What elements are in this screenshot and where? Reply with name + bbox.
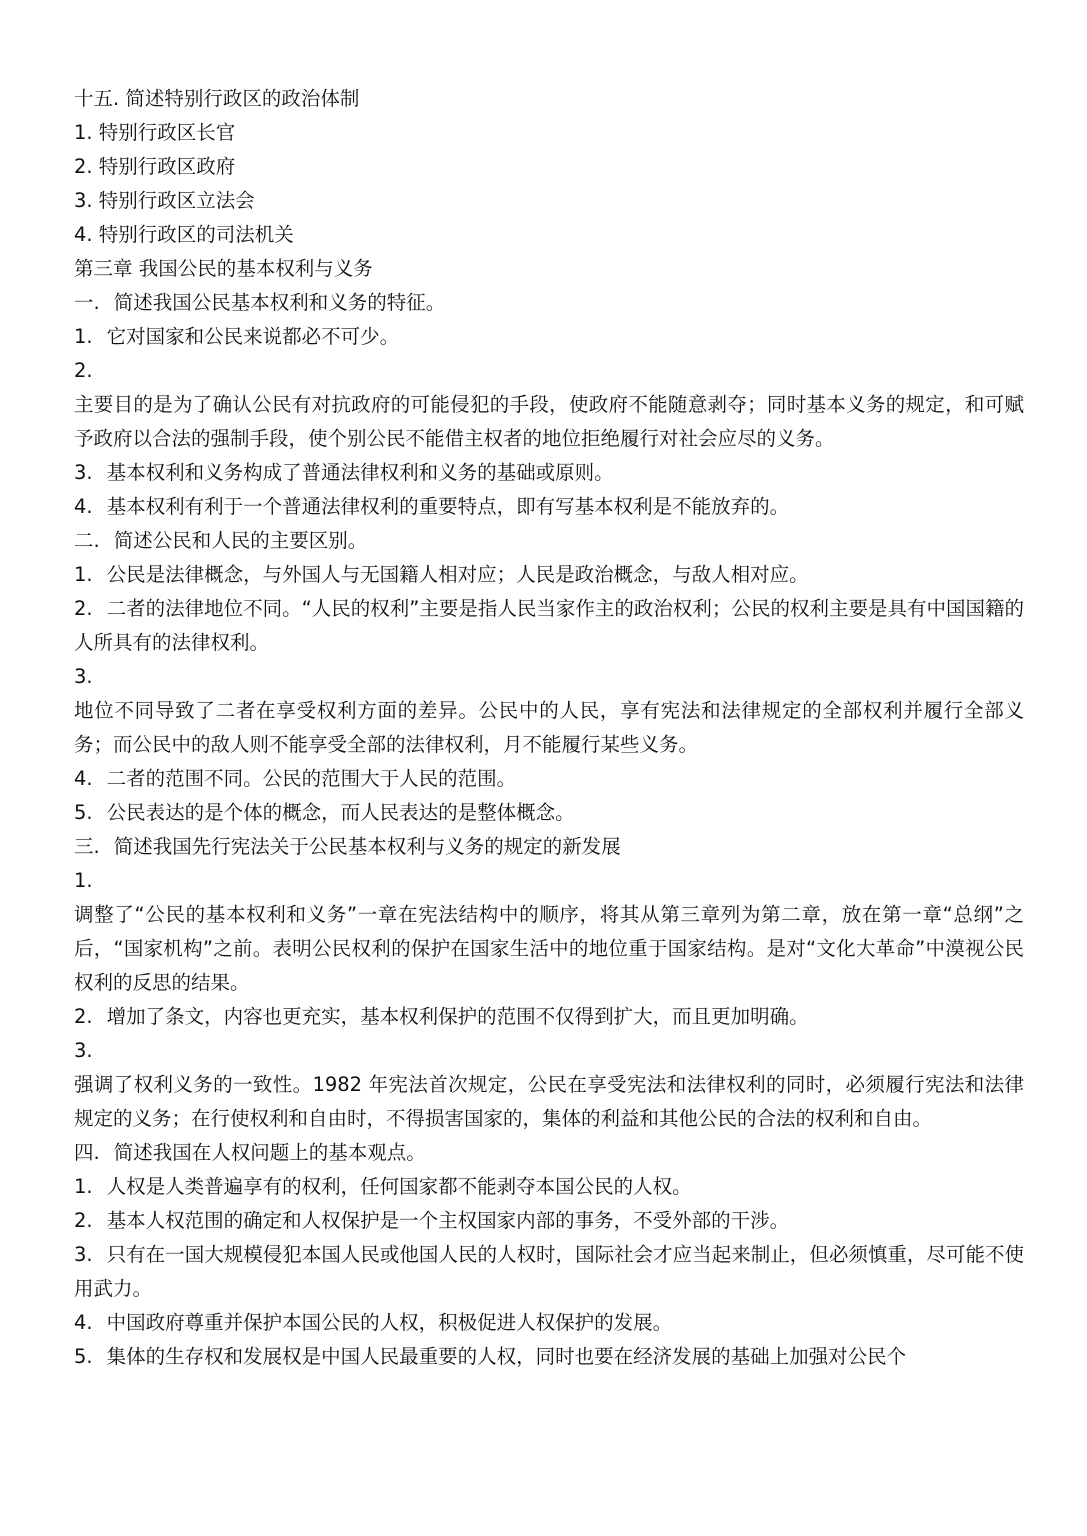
item-number: 5. [74, 1345, 93, 1368]
list-item [74, 490, 1024, 524]
question-heading [74, 286, 1024, 320]
question-number: 一. [74, 291, 100, 314]
item-text: 基本权利有利于一个普通法律权利的重要特点，即有写基本权利是不能放弃的。 [106, 495, 790, 518]
list-item [74, 1238, 1024, 1306]
list-item [74, 1000, 1024, 1034]
list-item: 4. 特别行政区的司法机关 [74, 223, 294, 246]
question-text: 简述我国在人权问题上的基本观点。 [113, 1141, 426, 1164]
item-text: 主要目的是为了确认公民有对抗政府的可能侵犯的手段，使政府不能随意剥夺；同时基本义务的规定，和可赋予政府以合法的强制手段，使个别公民不能借主权者的地位拒绝履行对社会应尽的义务。 [74, 393, 1024, 450]
item-number: 1. [74, 563, 93, 586]
item-text: 调整了“公民的基本权利和义务”一章在宪法结构中的顺序，将其从第三章列为第二章，放在第一章“总纲”之后，“国家机构”之前。表明公民权利的保护在国家生活中的地位重于国家结构。是对“文化大革命”中漠视公民权利的反思的结果。 [74, 903, 1024, 994]
item-text: 地位不同导致了二者在享受权利方面的差异。公民中的人民，享有宪法和法律规定的全部权利并履行全部义务；而公民中的敌人则不能享受全部的法律权利，月不能履行某些义务。 [74, 699, 1024, 756]
question-text: 简述公民和人民的主要区别。 [113, 529, 368, 552]
item-text: 集体的生存权和发展权是中国人民最重要的人权，同时也要在经济发展的基础上加强对公民个 [106, 1345, 907, 1368]
list-item: 3. 特别行政区立法会 [74, 189, 255, 212]
item-number: 1. [74, 1175, 93, 1198]
item-text: 基本权利和义务构成了普通法律权利和义务的基础或原则。 [106, 461, 614, 484]
item-text: 二者的法律地位不同。“人民的权利”主要是指人民当家作主的政治权利；公民的权利主要是具有中国国籍的人所具有的法律权利。 [74, 597, 1024, 654]
item-number: 3. [74, 1243, 93, 1266]
item-number: 2. [74, 359, 93, 382]
item-text: 它对国家和公民来说都必不可少。 [106, 325, 400, 348]
list-item [74, 762, 1024, 796]
list-item: 1. 特别行政区长官 [74, 121, 236, 144]
list-item [74, 1204, 1024, 1238]
question-text: 简述我国公民基本权利和义务的特征。 [113, 291, 446, 314]
item-text: 公民是法律概念，与外国人与无国籍人相对应；人民是政治概念，与敌人相对应。 [106, 563, 809, 586]
item-number: 2. [74, 1005, 93, 1028]
list-item [74, 320, 1024, 354]
list-item [74, 1170, 1024, 1204]
question-number: 四. [74, 1141, 100, 1164]
list-item [74, 558, 1024, 592]
item-number: 2. [74, 597, 93, 620]
list-item [74, 592, 1024, 660]
item-number: 3. [74, 461, 93, 484]
list-item [74, 1306, 1024, 1340]
section-heading: 十五. 简述特别行政区的政治体制 [74, 87, 360, 110]
list-item: 2. 特别行政区政府 [74, 155, 236, 178]
list-item [74, 456, 1024, 490]
item-text: 二者的范围不同。公民的范围大于人民的范围。 [106, 767, 517, 790]
item-number: 4. [74, 1311, 93, 1334]
question-heading [74, 830, 1024, 864]
item-number: 3. [74, 665, 93, 688]
item-number: 2. [74, 1209, 93, 1232]
item-number: 5. [74, 801, 93, 824]
question-number: 二. [74, 529, 100, 552]
question-heading [74, 1136, 1024, 1170]
question-heading [74, 524, 1024, 558]
chapter-heading: 第三章 我国公民的基本权利与义务 [74, 257, 373, 280]
item-number: 4. [74, 767, 93, 790]
item-text: 公民表达的是个体的概念，而人民表达的是整体概念。 [106, 801, 575, 824]
item-text: 中国政府尊重并保护本国公民的人权，积极促进人权保护的发展。 [106, 1311, 673, 1334]
item-number: 1. [74, 325, 93, 348]
item-text: 基本人权范围的确定和人权保护是一个主权国家内部的事务，不受外部的干涉。 [106, 1209, 790, 1232]
item-number: 4. [74, 495, 93, 518]
list-item [74, 796, 1024, 830]
question-number: 三. [74, 835, 100, 858]
item-text: 只有在一国大规模侵犯本国人民或他国人民的人权时，国际社会才应当起来制止，但必须慎重，尽可能不使用武力。 [74, 1243, 1024, 1300]
item-text: 人权是人类普遍享有的权利，任何国家都不能剥夺本国公民的人权。 [106, 1175, 692, 1198]
item-number: 3. [74, 1039, 93, 1062]
item-text: 强调了权利义务的一致性。1982 年宪法首次规定，公民在享受宪法和法律权利的同时，必须履行宪法和法律规定的义务；在行使权利和自由时，不得损害国家的，集体的利益和其他公民的合法的权利和自由。 [74, 1073, 1024, 1130]
question-text: 简述我国先行宪法关于公民基本权利与义务的规定的新发展 [113, 835, 621, 858]
document-body [74, 82, 1024, 1374]
item-text: 增加了条文，内容也更充实，基本权利保护的范围不仅得到扩大，而且更加明确。 [106, 1005, 809, 1028]
item-number: 1. [74, 869, 93, 892]
list-item [74, 1340, 1024, 1374]
